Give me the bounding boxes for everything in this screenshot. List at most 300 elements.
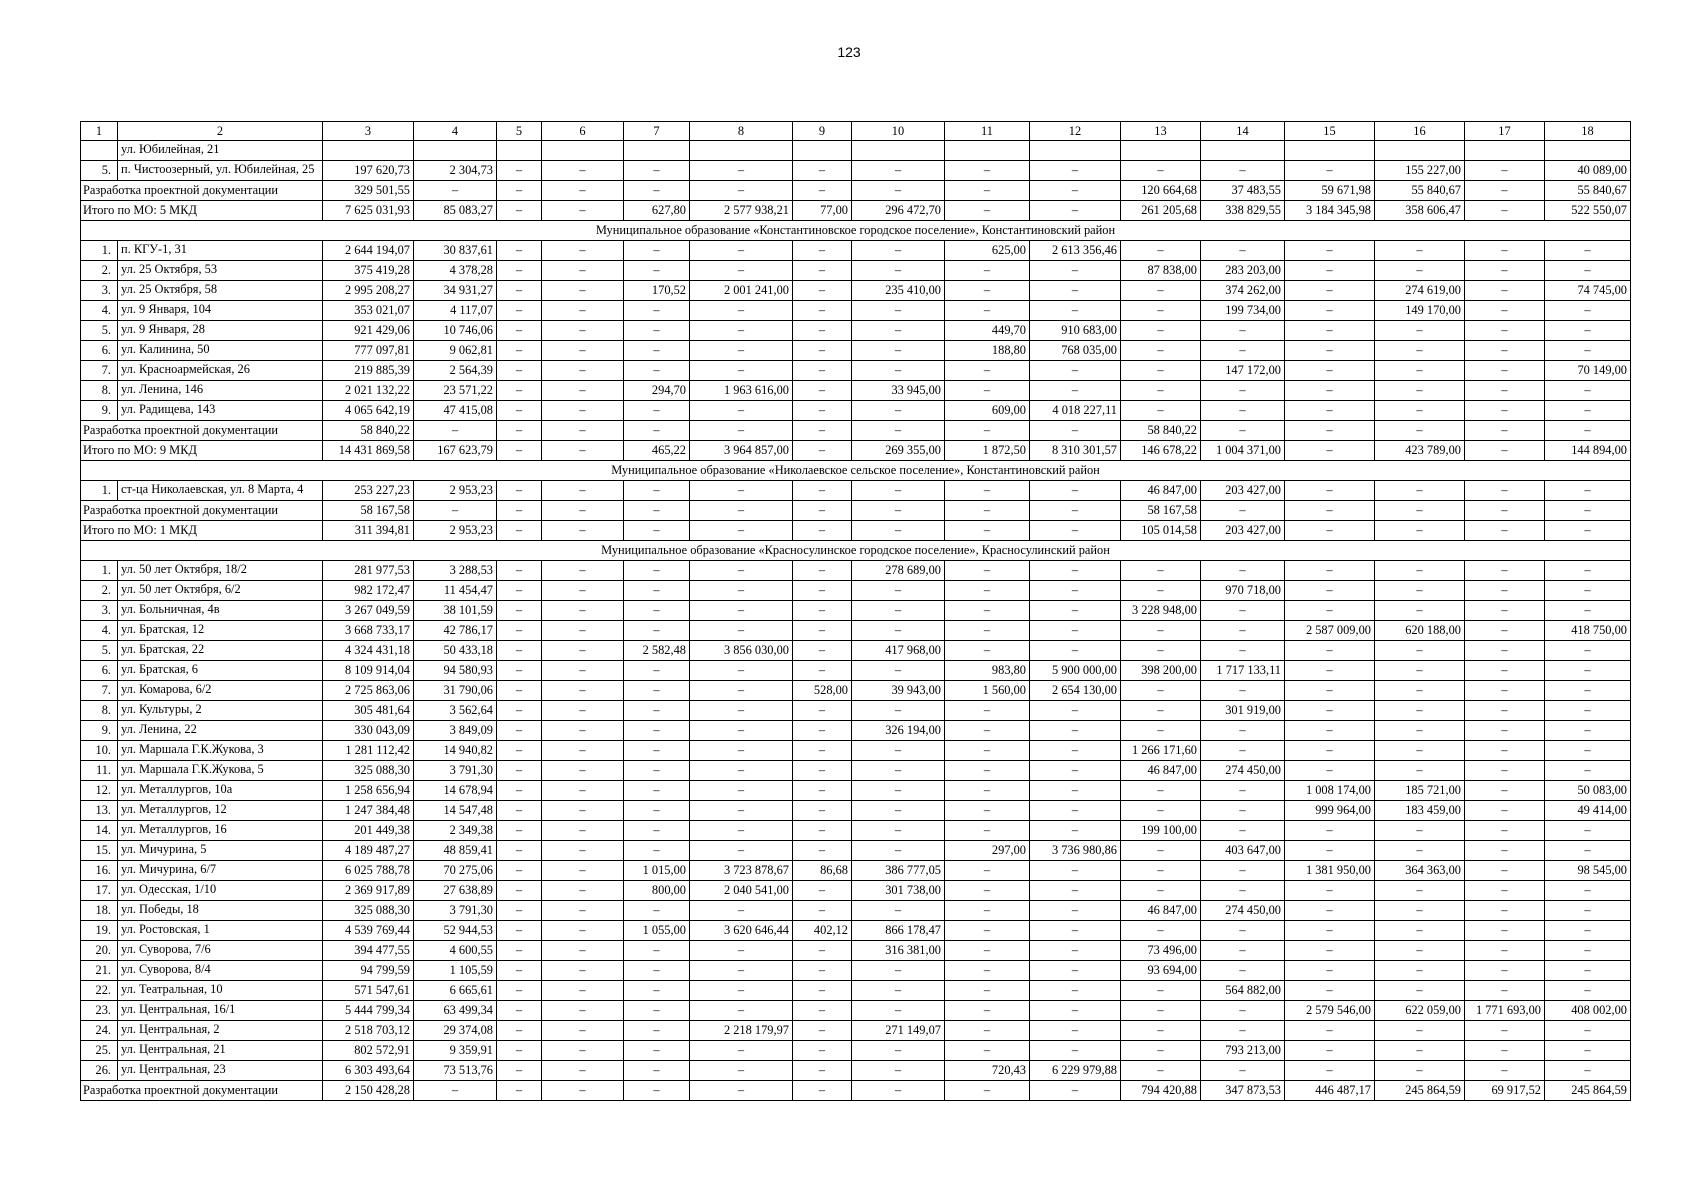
value-cell-col-18: 144 894,00 bbox=[1545, 441, 1631, 461]
address-cell: ул. Красноармейская, 26 bbox=[118, 361, 323, 381]
value-cell-col-8: 2 040 541,00 bbox=[690, 881, 793, 901]
value-cell-col-8: 3 723 878,67 bbox=[690, 861, 793, 881]
value-cell-col-3: 58 167,58 bbox=[323, 501, 414, 521]
value-cell-col-7: – bbox=[624, 761, 690, 781]
value-cell-col-7: – bbox=[624, 1021, 690, 1041]
value-cell-col-5: – bbox=[497, 421, 542, 441]
value-cell-col-6: – bbox=[542, 741, 624, 761]
table-row bbox=[81, 961, 1631, 981]
address-cell: ул. 9 Января, 104 bbox=[118, 301, 323, 321]
value-cell-col-11: – bbox=[945, 421, 1030, 441]
row-index: 4. bbox=[81, 621, 118, 641]
value-cell-col-13: – bbox=[1121, 301, 1201, 321]
value-cell-col-11: – bbox=[945, 901, 1030, 921]
value-cell-col-11: – bbox=[945, 621, 1030, 641]
value-cell-col-8: – bbox=[690, 581, 793, 601]
value-cell-col-8: – bbox=[690, 901, 793, 921]
value-cell-col-15: 999 964,00 bbox=[1285, 801, 1375, 821]
value-cell-col-12: – bbox=[1030, 881, 1121, 901]
value-cell-col-18: – bbox=[1545, 481, 1631, 501]
value-cell-col-13: – bbox=[1121, 981, 1201, 1001]
value-cell-col-15: – bbox=[1285, 521, 1375, 541]
address-cell: ул. 25 Октября, 53 bbox=[118, 261, 323, 281]
value-cell-col-8: – bbox=[690, 741, 793, 761]
value-cell-col-15: 59 671,98 bbox=[1285, 181, 1375, 201]
column-header-10: 10 bbox=[852, 122, 945, 141]
empty-cell bbox=[1121, 141, 1201, 161]
value-cell-col-5: – bbox=[497, 641, 542, 661]
row-index: 5. bbox=[81, 161, 118, 181]
value-cell-col-8: – bbox=[690, 761, 793, 781]
value-cell-col-17: – bbox=[1465, 261, 1545, 281]
value-cell-col-11: – bbox=[945, 761, 1030, 781]
column-header-15: 15 bbox=[1285, 122, 1375, 141]
value-cell-col-12: – bbox=[1030, 921, 1121, 941]
table-body bbox=[81, 122, 1631, 1101]
value-cell-col-5: – bbox=[497, 601, 542, 621]
value-cell-col-9: – bbox=[793, 641, 852, 661]
value-cell-col-16: 622 059,00 bbox=[1375, 1001, 1465, 1021]
value-cell-col-9: 402,12 bbox=[793, 921, 852, 941]
value-cell-col-14: 301 919,00 bbox=[1201, 701, 1285, 721]
value-cell-col-13: 120 664,68 bbox=[1121, 181, 1201, 201]
value-cell-col-10: 39 943,00 bbox=[852, 681, 945, 701]
value-cell-col-16: – bbox=[1375, 741, 1465, 761]
value-cell-col-7: 800,00 bbox=[624, 881, 690, 901]
value-cell-col-13: 199 100,00 bbox=[1121, 821, 1201, 841]
value-cell-col-16: 274 619,00 bbox=[1375, 281, 1465, 301]
value-cell-col-15: – bbox=[1285, 161, 1375, 181]
table-row bbox=[81, 801, 1631, 821]
value-cell-col-10: – bbox=[852, 361, 945, 381]
value-cell-col-5: – bbox=[497, 381, 542, 401]
value-cell-col-13: – bbox=[1121, 321, 1201, 341]
value-cell-col-9: – bbox=[793, 961, 852, 981]
value-cell-col-9: 86,68 bbox=[793, 861, 852, 881]
value-cell-col-14: 37 483,55 bbox=[1201, 181, 1285, 201]
value-cell-col-5: – bbox=[497, 901, 542, 921]
value-cell-col-3: 4 189 487,27 bbox=[323, 841, 414, 861]
value-cell-col-5: – bbox=[497, 621, 542, 641]
row-index: 14. bbox=[81, 821, 118, 841]
value-cell-col-6: – bbox=[542, 561, 624, 581]
value-cell-col-14: 283 203,00 bbox=[1201, 261, 1285, 281]
value-cell-col-17: – bbox=[1465, 1061, 1545, 1081]
value-cell-col-5: – bbox=[497, 301, 542, 321]
value-cell-col-8: – bbox=[690, 601, 793, 621]
value-cell-col-13: 87 838,00 bbox=[1121, 261, 1201, 281]
value-cell-col-10: – bbox=[852, 741, 945, 761]
value-cell-col-10: – bbox=[852, 821, 945, 841]
value-cell-col-18: – bbox=[1545, 741, 1631, 761]
address-cell: ул. Мичурина, 6/7 bbox=[118, 861, 323, 881]
value-cell-col-16: – bbox=[1375, 981, 1465, 1001]
value-cell-col-10: – bbox=[852, 241, 945, 261]
value-cell-col-13: – bbox=[1121, 581, 1201, 601]
address-cell: ул. Металлургов, 10а bbox=[118, 781, 323, 801]
value-cell-col-8: – bbox=[690, 661, 793, 681]
value-cell-col-18: – bbox=[1545, 421, 1631, 441]
value-cell-col-14: – bbox=[1201, 821, 1285, 841]
value-cell-col-11: – bbox=[945, 601, 1030, 621]
value-cell-col-10: 386 777,05 bbox=[852, 861, 945, 881]
table-row bbox=[81, 361, 1631, 381]
value-cell-col-15: – bbox=[1285, 681, 1375, 701]
value-cell-col-3: 4 065 642,19 bbox=[323, 401, 414, 421]
value-cell-col-13: – bbox=[1121, 921, 1201, 941]
table-row bbox=[81, 401, 1631, 421]
value-cell-col-15: – bbox=[1285, 321, 1375, 341]
value-cell-col-15: – bbox=[1285, 581, 1375, 601]
value-cell-col-4: 31 790,06 bbox=[414, 681, 497, 701]
value-cell-col-13: 46 847,00 bbox=[1121, 761, 1201, 781]
value-cell-col-12: 910 683,00 bbox=[1030, 321, 1121, 341]
value-cell-col-12: – bbox=[1030, 161, 1121, 181]
value-cell-col-11: 1 872,50 bbox=[945, 441, 1030, 461]
value-cell-col-16: – bbox=[1375, 381, 1465, 401]
row-index: 20. bbox=[81, 941, 118, 961]
value-cell-col-5: – bbox=[497, 161, 542, 181]
table-row bbox=[81, 901, 1631, 921]
summary-label: Итого по МО: 1 МКД bbox=[81, 521, 323, 541]
value-cell-col-18: – bbox=[1545, 321, 1631, 341]
section-heading-row bbox=[81, 541, 1631, 561]
row-index: 5. bbox=[81, 641, 118, 661]
row-index: 16. bbox=[81, 861, 118, 881]
value-cell-col-9: – bbox=[793, 781, 852, 801]
value-cell-col-16: 149 170,00 bbox=[1375, 301, 1465, 321]
value-cell-col-6: – bbox=[542, 241, 624, 261]
row-index: 5. bbox=[81, 321, 118, 341]
value-cell-col-4: 167 623,79 bbox=[414, 441, 497, 461]
value-cell-col-14: – bbox=[1201, 1061, 1285, 1081]
empty-cell bbox=[852, 141, 945, 161]
value-cell-col-7: – bbox=[624, 681, 690, 701]
value-cell-col-18: – bbox=[1545, 981, 1631, 1001]
table-row bbox=[81, 641, 1631, 661]
value-cell-col-5: – bbox=[497, 681, 542, 701]
value-cell-col-9: – bbox=[793, 561, 852, 581]
value-cell-col-10: – bbox=[852, 341, 945, 361]
value-cell-col-9: – bbox=[793, 941, 852, 961]
value-cell-col-16: – bbox=[1375, 561, 1465, 581]
value-cell-col-10: 316 381,00 bbox=[852, 941, 945, 961]
value-cell-col-4: 2 953,23 bbox=[414, 481, 497, 501]
value-cell-col-14: – bbox=[1201, 721, 1285, 741]
value-cell-col-9: – bbox=[793, 701, 852, 721]
value-cell-col-18: 70 149,00 bbox=[1545, 361, 1631, 381]
value-cell-col-12: – bbox=[1030, 901, 1121, 921]
empty-cell bbox=[690, 141, 793, 161]
value-cell-col-10: 235 410,00 bbox=[852, 281, 945, 301]
value-cell-col-14: 147 172,00 bbox=[1201, 361, 1285, 381]
value-cell-col-5: – bbox=[497, 981, 542, 1001]
value-cell-col-10: – bbox=[852, 1061, 945, 1081]
value-cell-col-13: – bbox=[1121, 1041, 1201, 1061]
value-cell-col-6: – bbox=[542, 821, 624, 841]
value-cell-col-3: 281 977,53 bbox=[323, 561, 414, 581]
summary-row bbox=[81, 521, 1631, 541]
value-cell-col-17: – bbox=[1465, 1041, 1545, 1061]
value-cell-col-3: 330 043,09 bbox=[323, 721, 414, 741]
row-index: 26. bbox=[81, 1061, 118, 1081]
value-cell-col-12: 2 654 130,00 bbox=[1030, 681, 1121, 701]
value-cell-col-17: – bbox=[1465, 401, 1545, 421]
value-cell-col-7: – bbox=[624, 621, 690, 641]
value-cell-col-15: – bbox=[1285, 701, 1375, 721]
value-cell-col-7: – bbox=[624, 661, 690, 681]
address-cell: ул. Калинина, 50 bbox=[118, 341, 323, 361]
value-cell-col-14: 347 873,53 bbox=[1201, 1081, 1285, 1101]
row-index: 19. bbox=[81, 921, 118, 941]
empty-cell bbox=[497, 141, 542, 161]
value-cell-col-11: – bbox=[945, 721, 1030, 741]
value-cell-col-13: 46 847,00 bbox=[1121, 481, 1201, 501]
value-cell-col-17: – bbox=[1465, 301, 1545, 321]
value-cell-col-15: – bbox=[1285, 401, 1375, 421]
value-cell-col-15: – bbox=[1285, 481, 1375, 501]
value-cell-col-4: 3 849,09 bbox=[414, 721, 497, 741]
value-cell-col-4: 85 083,27 bbox=[414, 201, 497, 221]
value-cell-col-10: 271 149,07 bbox=[852, 1021, 945, 1041]
value-cell-col-11: – bbox=[945, 581, 1030, 601]
value-cell-col-17: – bbox=[1465, 441, 1545, 461]
empty-cell bbox=[1375, 141, 1465, 161]
address-cell: ул. Культуры, 2 bbox=[118, 701, 323, 721]
value-cell-col-11: – bbox=[945, 961, 1030, 981]
value-cell-col-4: – bbox=[414, 1081, 497, 1101]
row-index: 10. bbox=[81, 741, 118, 761]
address-cell: ул. Братская, 6 bbox=[118, 661, 323, 681]
value-cell-col-7: – bbox=[624, 161, 690, 181]
empty-cell bbox=[945, 141, 1030, 161]
value-cell-col-8: 2 218 179,97 bbox=[690, 1021, 793, 1041]
value-cell-col-16: – bbox=[1375, 881, 1465, 901]
value-cell-col-12: – bbox=[1030, 641, 1121, 661]
value-cell-col-3: 4 539 769,44 bbox=[323, 921, 414, 941]
column-header-7: 7 bbox=[624, 122, 690, 141]
value-cell-col-6: – bbox=[542, 441, 624, 461]
value-cell-col-9: – bbox=[793, 181, 852, 201]
value-cell-col-6: – bbox=[542, 201, 624, 221]
table-row bbox=[81, 861, 1631, 881]
value-cell-col-10: – bbox=[852, 301, 945, 321]
table-row bbox=[81, 981, 1631, 1001]
value-cell-col-7: – bbox=[624, 981, 690, 1001]
value-cell-col-3: 2 150 428,28 bbox=[323, 1081, 414, 1101]
value-cell-col-15: – bbox=[1285, 1061, 1375, 1081]
value-cell-col-6: – bbox=[542, 661, 624, 681]
value-cell-col-12: – bbox=[1030, 941, 1121, 961]
column-header-4: 4 bbox=[414, 122, 497, 141]
value-cell-col-7: – bbox=[624, 561, 690, 581]
value-cell-col-5: – bbox=[497, 1081, 542, 1101]
value-cell-col-12: – bbox=[1030, 381, 1121, 401]
value-cell-col-10: 278 689,00 bbox=[852, 561, 945, 581]
value-cell-col-6: – bbox=[542, 781, 624, 801]
table-row bbox=[81, 1001, 1631, 1021]
address-cell: п. Чистоозерный, ул. Юбилейная, 25 bbox=[118, 161, 323, 181]
value-cell-col-12: – bbox=[1030, 301, 1121, 321]
row-index: 8. bbox=[81, 701, 118, 721]
value-cell-col-6: – bbox=[542, 281, 624, 301]
value-cell-col-17: 1 771 693,00 bbox=[1465, 1001, 1545, 1021]
table-row bbox=[81, 161, 1631, 181]
value-cell-col-18: – bbox=[1545, 961, 1631, 981]
value-cell-col-3: 94 799,59 bbox=[323, 961, 414, 981]
value-cell-col-15: 2 587 009,00 bbox=[1285, 621, 1375, 641]
value-cell-col-6: – bbox=[542, 521, 624, 541]
value-cell-col-15: 1 381 950,00 bbox=[1285, 861, 1375, 881]
table-row bbox=[81, 761, 1631, 781]
row-index: 17. bbox=[81, 881, 118, 901]
value-cell-col-6: – bbox=[542, 481, 624, 501]
value-cell-col-5: – bbox=[497, 861, 542, 881]
value-cell-col-12: 768 035,00 bbox=[1030, 341, 1121, 361]
value-cell-col-15: – bbox=[1285, 901, 1375, 921]
value-cell-col-14: – bbox=[1201, 421, 1285, 441]
value-cell-col-16: – bbox=[1375, 841, 1465, 861]
value-cell-col-17: – bbox=[1465, 841, 1545, 861]
value-cell-col-8: – bbox=[690, 1081, 793, 1101]
value-cell-col-13: 58 167,58 bbox=[1121, 501, 1201, 521]
address-cell: ст-ца Николаевская, ул. 8 Марта, 4 bbox=[118, 481, 323, 501]
value-cell-col-6: – bbox=[542, 1081, 624, 1101]
value-cell-col-18: – bbox=[1545, 1061, 1631, 1081]
row-index: 7. bbox=[81, 681, 118, 701]
value-cell-col-15: – bbox=[1285, 841, 1375, 861]
value-cell-col-9: – bbox=[793, 321, 852, 341]
value-cell-col-15: 2 579 546,00 bbox=[1285, 1001, 1375, 1021]
value-cell-col-5: – bbox=[497, 821, 542, 841]
value-cell-col-14: – bbox=[1201, 1001, 1285, 1021]
value-cell-col-7: – bbox=[624, 941, 690, 961]
value-cell-col-18: – bbox=[1545, 721, 1631, 741]
value-cell-col-7: – bbox=[624, 321, 690, 341]
value-cell-col-14: – bbox=[1201, 341, 1285, 361]
value-cell-col-9: – bbox=[793, 601, 852, 621]
value-cell-col-16: – bbox=[1375, 401, 1465, 421]
value-cell-col-11: 609,00 bbox=[945, 401, 1030, 421]
value-cell-col-3: 6 025 788,78 bbox=[323, 861, 414, 881]
table-row bbox=[81, 301, 1631, 321]
value-cell-col-8: – bbox=[690, 801, 793, 821]
value-cell-col-5: – bbox=[497, 1061, 542, 1081]
value-cell-col-10: – bbox=[852, 601, 945, 621]
value-cell-col-11: – bbox=[945, 481, 1030, 501]
value-cell-col-3: 3 668 733,17 bbox=[323, 621, 414, 641]
value-cell-col-16: – bbox=[1375, 681, 1465, 701]
value-cell-col-7: – bbox=[624, 261, 690, 281]
value-cell-col-10: 301 738,00 bbox=[852, 881, 945, 901]
value-cell-col-4: 63 499,34 bbox=[414, 1001, 497, 1021]
value-cell-col-4: 94 580,93 bbox=[414, 661, 497, 681]
value-cell-col-6: – bbox=[542, 341, 624, 361]
address-cell: ул. 9 Января, 28 bbox=[118, 321, 323, 341]
summary-label: Итого по МО: 9 МКД bbox=[81, 441, 323, 461]
value-cell-col-12: – bbox=[1030, 621, 1121, 641]
value-cell-col-16: 55 840,67 bbox=[1375, 181, 1465, 201]
value-cell-col-9: – bbox=[793, 501, 852, 521]
table-row bbox=[81, 561, 1631, 581]
row-index: 3. bbox=[81, 281, 118, 301]
value-cell-col-14: – bbox=[1201, 241, 1285, 261]
value-cell-col-8: – bbox=[690, 521, 793, 541]
value-cell-col-4: 3 288,53 bbox=[414, 561, 497, 581]
value-cell-col-15: – bbox=[1285, 821, 1375, 841]
value-cell-col-9: – bbox=[793, 661, 852, 681]
value-cell-col-7: 2 582,48 bbox=[624, 641, 690, 661]
value-cell-col-7: – bbox=[624, 1001, 690, 1021]
value-cell-col-4: 42 786,17 bbox=[414, 621, 497, 641]
value-cell-col-3: 329 501,55 bbox=[323, 181, 414, 201]
value-cell-col-10: 866 178,47 bbox=[852, 921, 945, 941]
value-cell-col-18: – bbox=[1545, 401, 1631, 421]
value-cell-col-3: 375 419,28 bbox=[323, 261, 414, 281]
value-cell-col-10: – bbox=[852, 481, 945, 501]
summary-row bbox=[81, 501, 1631, 521]
value-cell-col-6: – bbox=[542, 421, 624, 441]
value-cell-col-16: 620 188,00 bbox=[1375, 621, 1465, 641]
value-cell-col-4: 11 454,47 bbox=[414, 581, 497, 601]
value-cell-col-15: – bbox=[1285, 501, 1375, 521]
value-cell-col-3: 197 620,73 bbox=[323, 161, 414, 181]
value-cell-col-4: 47 415,08 bbox=[414, 401, 497, 421]
value-cell-col-12: – bbox=[1030, 601, 1121, 621]
value-cell-col-7: 1 055,00 bbox=[624, 921, 690, 941]
address-cell: ул. Одесская, 1/10 bbox=[118, 881, 323, 901]
value-cell-col-8: – bbox=[690, 181, 793, 201]
value-cell-col-16: – bbox=[1375, 641, 1465, 661]
value-cell-col-10: – bbox=[852, 701, 945, 721]
value-cell-col-13: – bbox=[1121, 701, 1201, 721]
value-cell-col-16: – bbox=[1375, 421, 1465, 441]
value-cell-col-10: – bbox=[852, 261, 945, 281]
value-cell-col-10: – bbox=[852, 521, 945, 541]
value-cell-col-5: – bbox=[497, 781, 542, 801]
value-cell-col-7: – bbox=[624, 361, 690, 381]
value-cell-col-11: 449,70 bbox=[945, 321, 1030, 341]
value-cell-col-15: – bbox=[1285, 661, 1375, 681]
value-cell-col-7: – bbox=[624, 301, 690, 321]
value-cell-col-11: – bbox=[945, 701, 1030, 721]
value-cell-col-9: – bbox=[793, 801, 852, 821]
column-header-5: 5 bbox=[497, 122, 542, 141]
value-cell-col-4: 2 564,39 bbox=[414, 361, 497, 381]
value-cell-col-7: – bbox=[624, 1041, 690, 1061]
value-cell-col-14: – bbox=[1201, 381, 1285, 401]
value-cell-col-8: – bbox=[690, 781, 793, 801]
value-cell-col-9: – bbox=[793, 881, 852, 901]
value-cell-col-15: 3 184 345,98 bbox=[1285, 201, 1375, 221]
value-cell-col-3: 1 258 656,94 bbox=[323, 781, 414, 801]
value-cell-col-9: 77,00 bbox=[793, 201, 852, 221]
value-cell-col-11: – bbox=[945, 301, 1030, 321]
value-cell-col-4: 73 513,76 bbox=[414, 1061, 497, 1081]
value-cell-col-13: – bbox=[1121, 861, 1201, 881]
value-cell-col-5: – bbox=[497, 401, 542, 421]
value-cell-col-4: 48 859,41 bbox=[414, 841, 497, 861]
value-cell-col-15: – bbox=[1285, 921, 1375, 941]
value-cell-col-13: 105 014,58 bbox=[1121, 521, 1201, 541]
value-cell-col-14: – bbox=[1201, 921, 1285, 941]
value-cell-col-18: – bbox=[1545, 341, 1631, 361]
value-cell-col-12: – bbox=[1030, 201, 1121, 221]
value-cell-col-3: 325 088,30 bbox=[323, 761, 414, 781]
value-cell-col-18: 522 550,07 bbox=[1545, 201, 1631, 221]
value-cell-col-10: – bbox=[852, 841, 945, 861]
value-cell-col-18: 418 750,00 bbox=[1545, 621, 1631, 641]
